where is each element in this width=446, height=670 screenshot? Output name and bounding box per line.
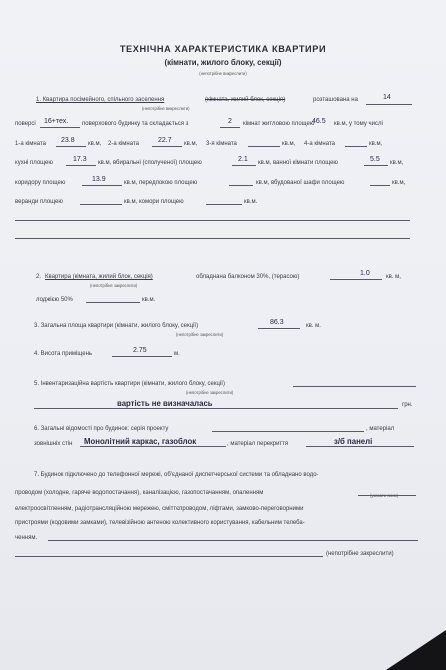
storage-unit: кв.м.	[244, 199, 258, 205]
valuation-underline	[34, 408, 398, 409]
s6-line1-a: 6. Загальні відомості про будинок: серія проекту	[34, 426, 169, 432]
s1-line1-b: розташована на	[313, 97, 358, 103]
s1-line2-b: поверхового будинку та складається з	[82, 121, 189, 127]
corridor-underline	[82, 185, 122, 186]
corridor-value: 13.9	[92, 176, 106, 183]
loggia-underline	[86, 302, 140, 303]
s5-label: 5. Інвентаризаційна вартість квартири (кімнати, жилого блоку, секції)	[34, 381, 225, 387]
photo-background-corner	[386, 630, 446, 670]
room1-unit: кв.м,	[88, 141, 102, 147]
toilet-underline	[232, 165, 256, 166]
room2-unit: кв.м,	[184, 141, 198, 147]
valuation-value: вартість не визначалась	[117, 399, 213, 408]
kitchen-value: 17.3	[73, 156, 87, 163]
loggia-unit: кв.м.	[142, 297, 156, 303]
balcony-underline	[330, 279, 382, 280]
rooms-underline	[220, 127, 240, 128]
s2-prefix: 2.	[36, 274, 42, 280]
room3-label: 3-я кімната	[206, 141, 237, 147]
hall-label: кв.м, передпокою площею	[124, 180, 198, 186]
s7-line3: електроосвітленням, радіотрансляційною мережею, сміттєпроводом, ліфтами, замково-переговорними	[15, 506, 304, 512]
total-area-value: 86.3	[270, 319, 284, 326]
s3-hint: (непотрібне закреслити)	[176, 332, 224, 337]
s7-line1: 7. Будинок підключено до телефонної мережі, об'єднаної диспетчерської системи та обладнано водо-	[34, 472, 319, 478]
s7-line4: пристроями (кодовими замками), телевізійною антеною колективного користування, кабельним телеба-	[15, 520, 305, 526]
floor-underline	[366, 104, 412, 105]
room2-value: 22.7	[158, 137, 172, 144]
room4-unit: кв.м,	[369, 141, 383, 147]
s5-hint: (непотрібне закреслити)	[186, 390, 234, 395]
floor-value: 14	[383, 94, 391, 101]
corridor-label: коридору площею	[15, 180, 66, 186]
blank-line-2	[15, 238, 410, 239]
room2-underline	[152, 146, 182, 147]
ceiling-value: з/б панелі	[334, 437, 373, 446]
height-unit: м.	[174, 351, 180, 357]
height-value: 2.75	[133, 347, 147, 354]
s1-line1-a: 1. Квартира посімейного, спільного заселення	[36, 97, 165, 103]
s7-underline-2	[15, 556, 323, 557]
s2-line1-b: обладнана балконом 30%, (терасою)	[196, 274, 300, 280]
s1-line2-a: поверсі	[15, 121, 36, 127]
room1-underline	[56, 146, 86, 147]
valuation-unit: грн.	[402, 402, 413, 408]
total-area-unit: кв. м.	[306, 323, 321, 329]
toilet-label: кв.м, вбиральні (сполученої) площею	[98, 160, 202, 166]
bath-unit: кв.м,	[390, 160, 404, 166]
storage-label: кв.м, комори площею	[124, 199, 184, 205]
subtitle-hint: (непотрібне викреслити)	[199, 71, 247, 76]
s7-line5: ченням.	[15, 535, 38, 541]
s7-underline-1	[48, 540, 418, 541]
s6-line1-b: , матеріал	[366, 426, 395, 432]
room4-underline	[345, 146, 367, 147]
bath-underline	[364, 165, 388, 166]
floors-underline	[40, 127, 80, 128]
s4-label: 4. Висота приміщень	[34, 351, 93, 357]
room1-label: 1-а кімната	[15, 141, 46, 147]
kitchen-label: кухні площею	[15, 160, 53, 166]
s6-line2-a: зовнішніх стін	[34, 441, 73, 447]
room4-label: 4-а кімната	[304, 141, 335, 147]
s5-underline-1	[293, 386, 416, 387]
veranda-underline	[80, 204, 122, 205]
balcony-value: 1.0	[360, 270, 370, 277]
document-subtitle: (кімнати, жилого блоку, секції)	[164, 58, 282, 67]
closet-underline	[370, 185, 390, 186]
toilet-value: 2.1	[238, 156, 248, 163]
blank-line-1	[15, 220, 410, 221]
bath-value: 5.5	[370, 156, 380, 163]
s1-hint: (непотрібне викреслити)	[142, 106, 190, 111]
veranda-label: веранди площею	[15, 199, 63, 205]
living-area-value: 46.5	[312, 118, 326, 125]
ceiling-underline	[306, 446, 414, 447]
storage-underline	[206, 204, 242, 205]
room3-unit: кв.м,	[282, 141, 296, 147]
total-area-underline	[258, 328, 300, 329]
s1-line1-strike: (кімната, жилий блок, секція)	[205, 97, 286, 103]
rooms-value: 2	[228, 118, 232, 125]
floors-value: 16+тех.	[44, 118, 69, 125]
s6-line2-b: , матеріал перекриття	[227, 441, 289, 447]
s1-line2-c: кімнат житловою площею	[243, 121, 315, 127]
s3-label: 3. Загальна площа квартири (кімнати, жилого блоку, секції)	[34, 323, 199, 329]
kitchen-underline	[66, 165, 96, 166]
closet-unit: кв.м,	[392, 180, 406, 186]
room1-value: 23.8	[61, 137, 75, 144]
s2-hint: (непотрібне закреслити)	[90, 283, 138, 288]
s7-line2: проводом (холодне, гаряче водопостачання), каналізацією, газопостачанням, опаленням	[15, 490, 264, 496]
s7-footer-hint: (непотрібне закреслити)	[326, 551, 394, 557]
loggia-label: лоджією 50%	[36, 297, 73, 303]
walls-underline	[80, 446, 226, 447]
series-underline	[212, 431, 364, 432]
closet-label: кв.м, вбудованої шафи площею	[256, 180, 345, 186]
room3-underline	[248, 146, 280, 147]
walls-value: Монолітний каркас, газоблок	[84, 437, 197, 446]
room2-label: 2-а кімната	[108, 141, 139, 147]
document-title: ТЕХНІЧНА ХАРАКТЕРИСТИКА КВАРТИРИ	[119, 44, 327, 54]
s2-line1-a: Квартира (кімната, жилий блок, секція)	[45, 274, 153, 280]
height-underline	[112, 356, 172, 357]
hall-underline	[229, 185, 253, 186]
s7-hint-box: (указати яким)	[370, 493, 398, 498]
balcony-unit: кв. м,	[386, 274, 401, 280]
bath-label: кв.м, ванної кімнати площею	[258, 160, 338, 166]
s1-line2-d: кв.м, у тому числі	[334, 121, 383, 127]
